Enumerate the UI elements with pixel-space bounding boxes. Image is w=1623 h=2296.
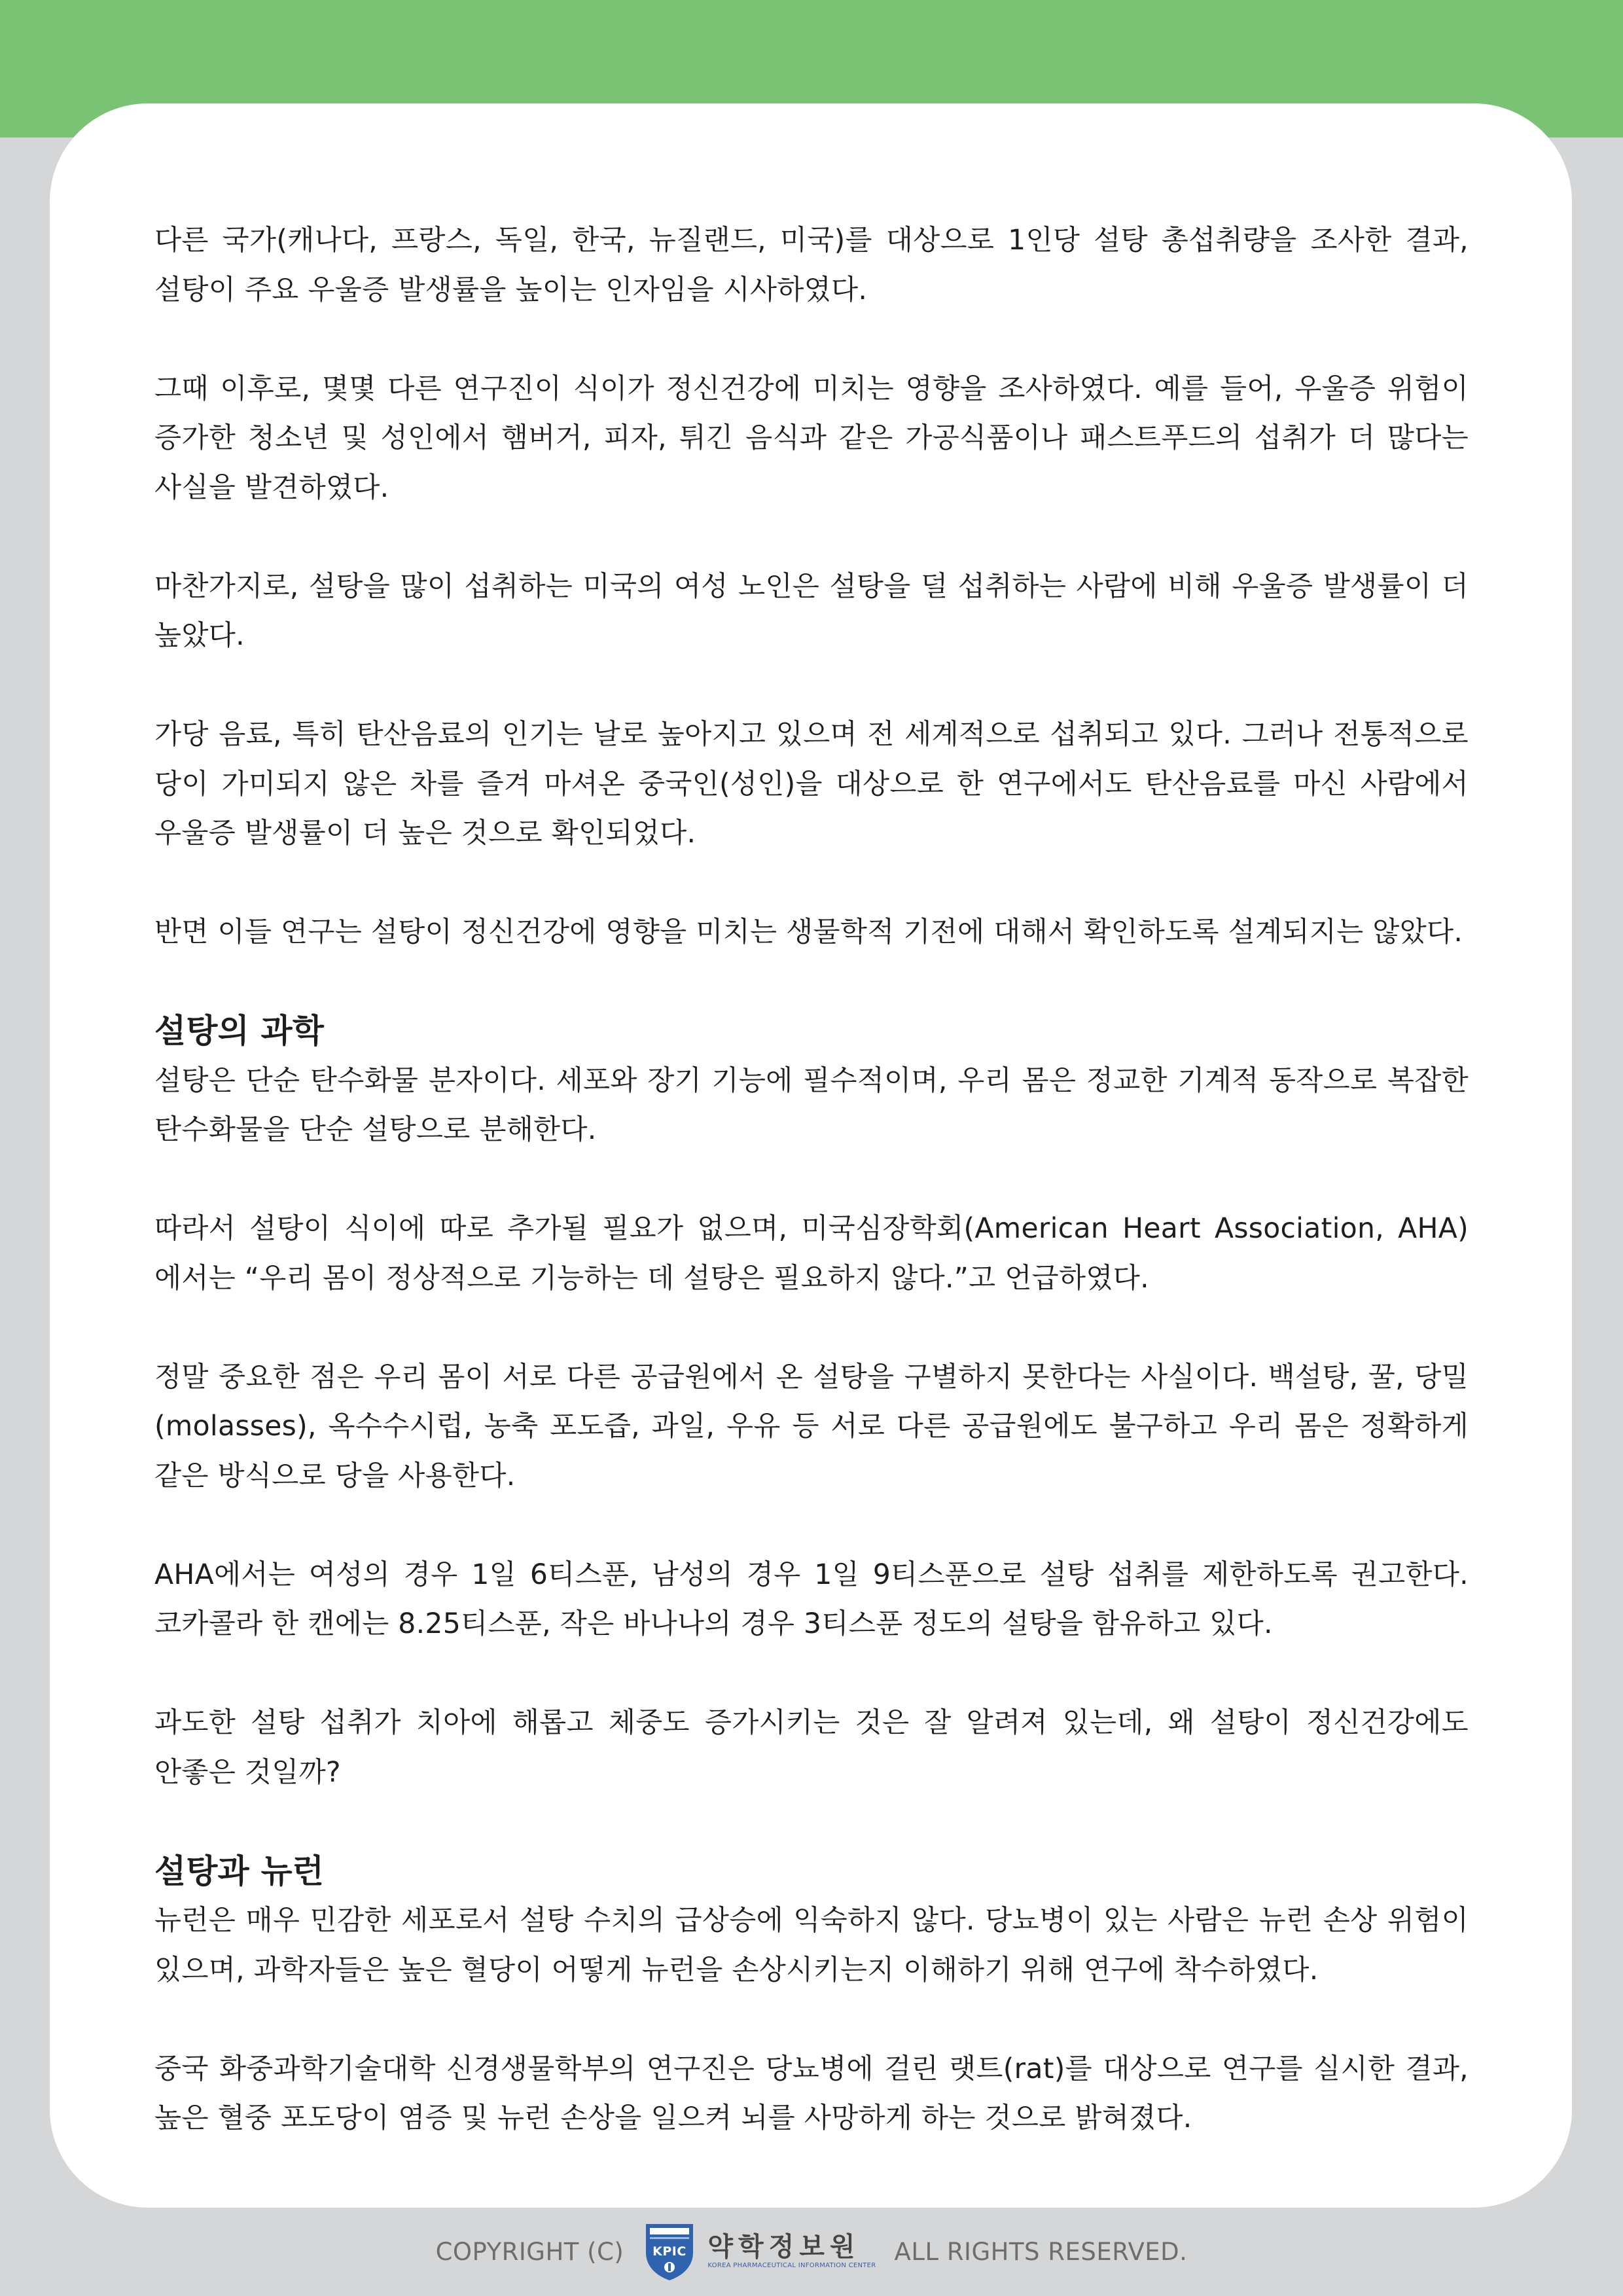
footer bbox=[0, 2222, 1623, 2281]
article-body bbox=[154, 216, 1469, 2193]
paragraph: 뉴런은 매우 민감한 세포로서 설탕 수치의 급상승에 익숙하지 않다. 당뇨병이 있는 사람은 뉴런 손상 위험이 있으며, 과학자들은 높은 혈당이 어떻게 뉴런을 손상시키는지 이해하기 위해 연구에 착수하였다. bbox=[154, 1905, 1469, 1986]
logo-name-korean: 약학정보원 bbox=[707, 2232, 861, 2262]
paragraph: 가당 음료, 특히 탄산음료의 인기는 날로 높아지고 있으며 전 세계적으로 섭취되고 있다. 그러나 전통적으로 당이 가미되지 않은 차를 즐겨 마셔온 중국인(성인)을 대상으로 한 연구에서도 탄산음료를 마신 사람에서 우울증 발생률이 더 높은 것으로 확인되었다. bbox=[154, 719, 1469, 850]
kpic-emblem-icon bbox=[642, 2221, 697, 2282]
paragraph: 설탕은 단순 탄수화물 분자이다. 세포와 장기 기능에 필수적이며, 우리 몸은 정교한 기계적 동작으로 복잡한 탄수화물을 단순 설탕으로 분해한다. bbox=[154, 1064, 1469, 1146]
copyright-left: COPYRIGHT (C) bbox=[435, 2237, 624, 2266]
paragraph: 과도한 설탕 섭취가 치아에 해롭고 체중도 증가시키는 것은 잘 알려져 있는데, 왜 설탕이 정신건강에도 안좋은 것일까? bbox=[154, 1707, 1469, 1789]
paragraph: 그때 이후로, 몇몇 다른 연구진이 식이가 정신건강에 미치는 영향을 조사하였다. 예를 들어, 우울증 위험이 증가한 청소년 및 성인에서 햄버거, 피자, 튀긴 음식과 같은 가공식품이나 패스트푸드의 섭취가 더 많다는 사실을 발견하였다. bbox=[154, 372, 1469, 504]
section-heading-sugar-science: 설탕의 과학 bbox=[154, 1012, 325, 1050]
paragraph: 반면 이들 연구는 설탕이 정신건강에 영향을 미치는 생물학적 기전에 대해서 확인하도록 설계되지는 않았다. bbox=[154, 916, 1463, 948]
paragraph: AHA에서는 여성의 경우 1일 6티스푼, 남성의 경우 1일 9티스푼으로 설탕 섭취를 제한하도록 권고한다. 코카콜라 한 캔에는 8.25티스푼, 작은 바나나의 경우 3티스푼 정도의 설탕을 함유하고 있다. bbox=[154, 1558, 1469, 1640]
paragraph: 정말 중요한 점은 우리 몸이 서로 다른 공급원에서 온 설탕을 구별하지 못한다는 사실이다. 백설탕, 꿀, 당밀(molasses), 옥수수시럽, 농축 포도즙, 과일, 우유 등 서로 다른 공급원에도 불구하고 우리 몸은 정확하게 같은 방식으로 당을 사용한다. bbox=[154, 1361, 1469, 1492]
logo-badge-text: KPIC bbox=[652, 2244, 687, 2259]
paragraph: 마찬가지로, 설탕을 많이 섭취하는 미국의 여성 노인은 설탕을 덜 섭취하는 사람에 비해 우울증 발생률이 더 높았다. bbox=[154, 570, 1469, 652]
logo-name-english: KOREA PHARMACEUTICAL INFORMATION CENTER bbox=[707, 2262, 876, 2269]
paragraph: 중국 화중과학기술대학 신경생물학부의 연구진은 당뇨병에 걸린 랫트(rat)를 대상으로 연구를 실시한 결과, 높은 혈중 포도당이 염증 및 뉴런 손상을 일으켜 뇌를 사망하게 하는 것으로 밝혀졌다. bbox=[154, 2053, 1469, 2134]
kpic-logo bbox=[642, 2221, 876, 2282]
section-heading-sugar-neurons: 설탕과 뉴런 bbox=[154, 1852, 325, 1890]
paragraph: 다른 국가(캐나다, 프랑스, 독일, 한국, 뉴질랜드, 미국)를 대상으로 1인당 설탕 총섭취량을 조사한 결과, 설탕이 주요 우울증 발생률을 높이는 인자임을 시사하였다. bbox=[154, 224, 1469, 306]
copyright-right: ALL RIGHTS RESERVED. bbox=[894, 2237, 1188, 2266]
paragraph: 따라서 설탕이 식이에 따로 추가될 필요가 없으며, 미국심장학회(American Heart Association, AHA)에서는 “우리 몸이 정상적으로 기능하는 데 설탕은 필요하지 않다.”고 언급하였다. bbox=[154, 1213, 1469, 1295]
